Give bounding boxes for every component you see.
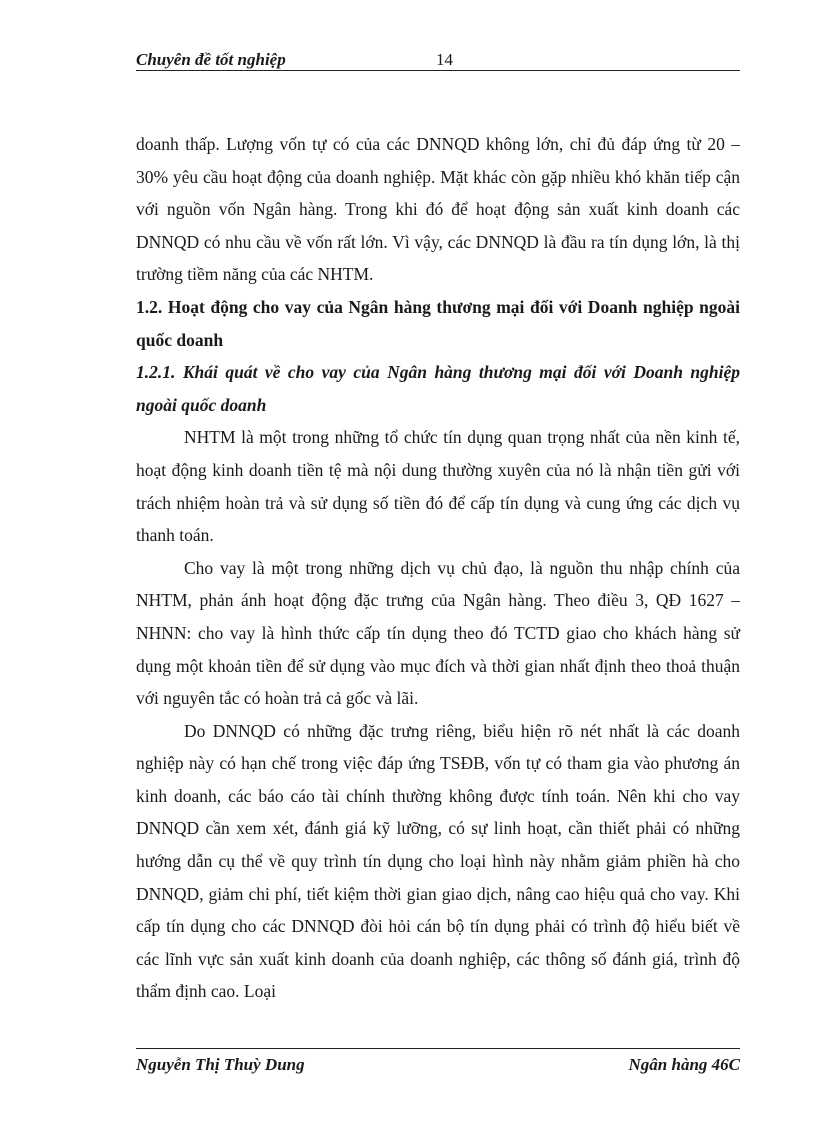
paragraph-3: Cho vay là một trong những dịch vụ chủ đạo, là nguồn thu nhập chính của NHTM, phản ánh hoạt động đặc trưng của Ngân hàng. Theo điều 3, QĐ 1627 – NHNN: cho vay là hình thức cấp tín dụng theo đó TCTD giao cho khách hàng sử dụng một khoản tiền để sử dụng vào mục đích và thời gian nhất định theo thoả thuận với nguyên tắc có hoàn trả cả gốc và lãi. (136, 557, 740, 709)
subsection-heading: 1.2.1. Khái quát về cho vay của Ngân hàng thương mại đối với Doanh nghiệp ngoài quốc doanh (136, 362, 740, 415)
paragraph-2: NHTM là một trong những tổ chức tín dụng quan trọng nhất của nền kinh tế, hoạt động kinh doanh tiền tệ mà nội dung thường xuyên của nó là nhận tiền gửi với trách nhiệm hoàn trả và sử dụng số tiền đó để cấp tín dụng và cung ứng các dịch vụ thanh toán. (136, 427, 740, 546)
document-title: Chuyên đề tốt nghiệp (136, 50, 286, 69)
author-name: Nguyễn Thị Thuỳ Dung (136, 1055, 305, 1074)
page-number: 14 (436, 50, 453, 69)
page-header (136, 50, 740, 71)
paragraph-4: Do DNNQD có những đặc trưng riêng, biểu hiện rõ nét nhất là các doanh nghiệp này có hạn chế trong việc đáp ứng TSĐB, vốn tự có tham gia vào phương án kinh doanh, các báo cáo tài chính thường không được tính toán. Nên khi cho vay DNNQD cần xem xét, đánh giá kỹ lưỡng, có sự linh hoạt, cần thiết phải có những hướng dẫn cụ thể về quy trình tín dụng cho loại hình này nhằm giảm phiền hà cho DNNQD, giảm chi phí, tiết kiệm thời gian giao dịch, nâng cao hiệu quả cho vay. Khi cấp tín dụng cho các DNNQD đòi hỏi cán bộ tín dụng phải có trình độ hiểu biết về các lĩnh vực sản xuất kinh doanh của doanh nghiệp, các thông số đánh giá, trình độ thẩm định cao. Loại (136, 720, 740, 1002)
department-name: Ngân hàng 46C (628, 1055, 740, 1074)
section-heading: 1.2. Hoạt động cho vay của Ngân hàng thương mại đối với Doanh nghiệp ngoài quốc doanh (136, 296, 740, 350)
page-footer (136, 1048, 740, 1075)
paragraph-1: doanh thấp. Lượng vốn tự có của các DNNQD không lớn, chỉ đủ đáp ứng từ 20 – 30% yêu cầu hoạt động của doanh nghiệp. Mặt khác còn gặp nhiều khó khăn tiếp cận với nguồn vốn Ngân hàng. Trong khi đó để hoạt động sản xuất kinh doanh các DNNQD có nhu cầu về vốn rất lớn. Vì vậy, các DNNQD là đầu ra tín dụng lớn, là thị trường tiềm năng của các NHTM. (136, 134, 740, 285)
document-body (136, 128, 740, 1008)
